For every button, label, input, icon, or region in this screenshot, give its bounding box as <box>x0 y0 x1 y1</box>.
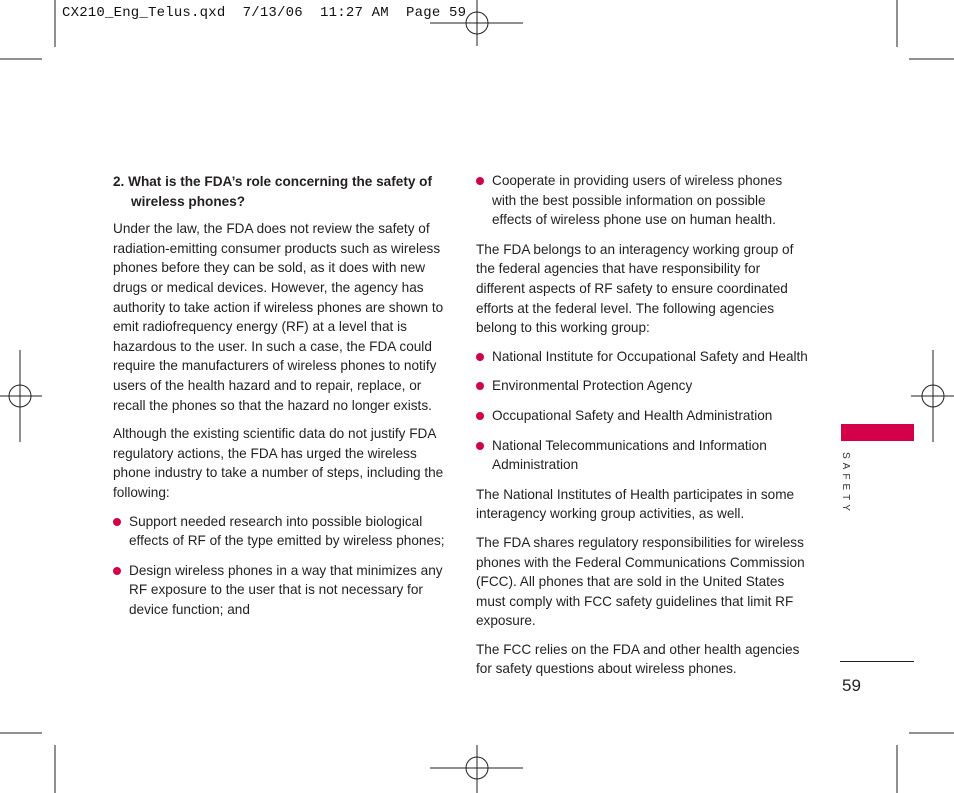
page-number-rule <box>840 661 914 662</box>
registration-mark-left <box>0 350 42 442</box>
bullet-dot-icon <box>113 567 121 575</box>
bullet-item <box>113 561 445 620</box>
paragraph: Under the law, the FDA does not review the safety of radiation-emitting consumer products such as wireless phones before they can be sold, as it does with new drugs or medical devices. However, the agency has authority to take action if wireless phones are shown to emit radiofrequency energy (RF) at a level that is hazardous to the user. In such a case, the FDA could require the manufacturers of wireless phones to notify users of the health hazard and to repair, replace, or recall the phones so that the hazard no longer exists. <box>113 221 444 413</box>
page-number: 59 <box>842 676 861 695</box>
bullet-dot-icon <box>476 412 484 420</box>
registration-mark-top <box>430 0 523 46</box>
bullet-dot-icon <box>476 177 484 185</box>
agency-name: National Institute for Occupational Safety and Health <box>492 348 808 364</box>
bullet-text: Design wireless phones in a way that minimizes any RF exposure to the user that is not necessary for device function; and <box>129 562 443 617</box>
agency-item <box>476 376 808 396</box>
bullet-item <box>113 512 445 551</box>
right-column <box>476 171 808 688</box>
paragraph: The FDA belongs to an interagency working group of the federal agencies that have responsibility for different aspects of RF safety to ensure coordinated efforts at the federal level. The following agencies belong to this working group: <box>476 241 794 336</box>
bullet-dot-icon <box>476 442 484 450</box>
registration-mark-right <box>911 350 954 442</box>
paragraph: The National Institutes of Health participates in some interagency working group activities, as well. <box>476 486 795 522</box>
bullet-dot-icon <box>113 518 121 526</box>
print-slug: CX210_Eng_Telus.qxd 7/13/06 11:27 AM Page 59 <box>62 5 467 21</box>
left-column <box>113 172 445 629</box>
agency-item <box>476 436 808 475</box>
bullet-dot-icon <box>476 353 484 361</box>
agency-name: Occupational Safety and Health Administration <box>492 407 773 423</box>
agency-item <box>476 406 808 426</box>
agency-name: Environmental Protection Agency <box>492 378 693 394</box>
bullet-text: Cooperate in providing users of wireless phones with the best possible information on possible effects of wireless phone use on human health. <box>492 173 783 228</box>
bullet-item <box>476 171 808 230</box>
paragraph: The FDA shares regulatory responsibilities for wireless phones with the Federal Communications Commission (FCC). All phones that are sold in the United States must comply with FCC safety guidelines that limit RF exposure. <box>476 534 805 629</box>
paragraph: The FCC relies on the FDA and other health agencies for safety questions about wireless phones. <box>476 641 800 677</box>
question-heading: 2. What is the FDA’s role concerning the safety of wireless phones? <box>113 174 433 209</box>
paragraph: Although the existing scientific data do not justify FDA regulatory actions, the FDA has urged the wireless phone industry to take a number of steps, including the following: <box>113 426 444 500</box>
section-tab <box>841 424 914 441</box>
bullet-dot-icon <box>476 382 484 390</box>
agency-item <box>476 347 808 367</box>
section-label: SAFETY <box>840 452 851 515</box>
bullet-text: Support needed research into possible biological effects of RF of the type emitted by wireless phones; <box>129 513 445 549</box>
registration-mark-bottom <box>430 745 523 793</box>
agency-name: National Telecommunications and Information Administration <box>492 437 767 473</box>
